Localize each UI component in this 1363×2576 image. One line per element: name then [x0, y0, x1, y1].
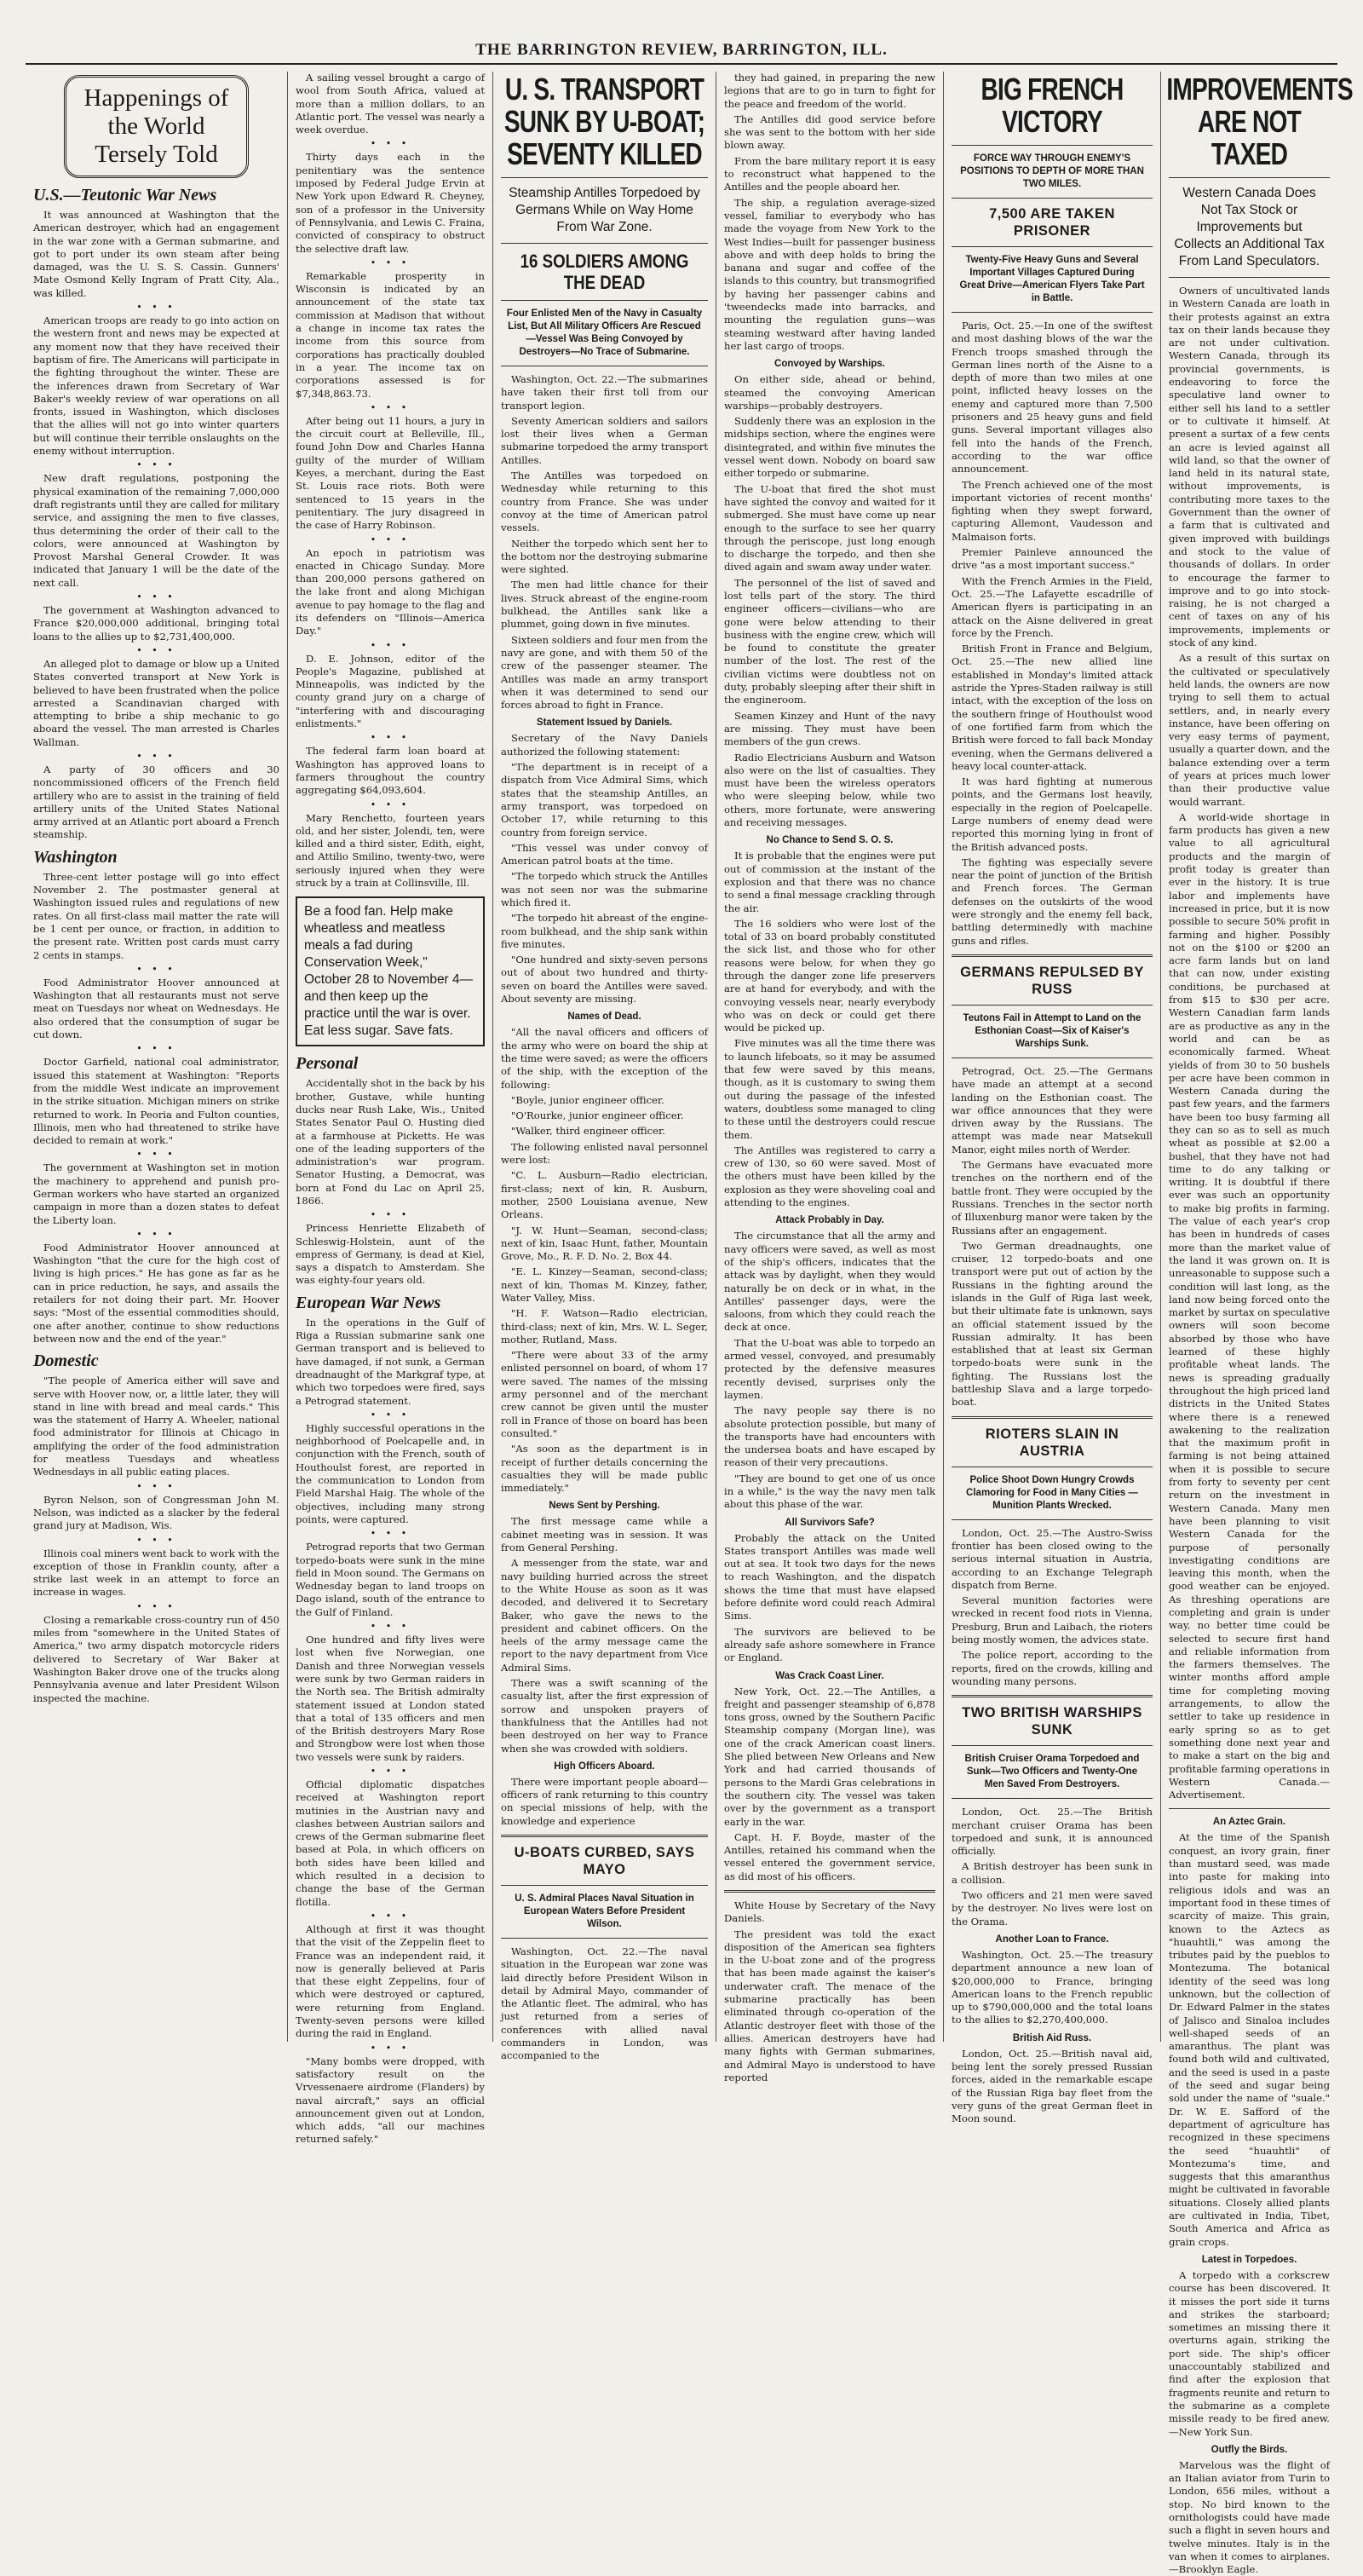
paragraph: "As soon as the department is in receipt of further details concerning the casualties they will be made public immediately."	[501, 1443, 708, 1495]
paragraph: The fighting was especially severe near the point of junction of the British and French forces. The German defenses on the outskirts of the wood were strongly and the enemy fell back, battling determinedly with machine guns and rifles.	[952, 856, 1153, 947]
subheading: No Chance to Send S. O. S.	[766, 835, 894, 846]
paragraph: The president was told the exact disposition of the American sea fighters in the U-boat zone and of the progress that has been made against the kaiser's underwater craft. The menace of the submarine practically has been eliminated through co-operation of the Atlantic destroyer fleet with those of the allies. American destroyers have had many fights with German submarines, and Admiral Mayo is understood to have reported	[724, 1928, 935, 2083]
divider	[501, 243, 708, 244]
divider	[501, 300, 708, 301]
paragraph: One hundred and fifty lives were lost when five Norwegian, one Danish and three Norwegian vessels were sunk by two German raiders in the North sea. The British admiralty statement issued at London stated that a total of 135 officers and men of the British destroyers Mary Rose and Strongbow were lost when those two vessels were sunk by raiders.	[296, 1634, 485, 1763]
separator: • • •	[370, 798, 411, 810]
separator: • • •	[136, 591, 176, 603]
subheading: British Aid Russ.	[1012, 2032, 1092, 2043]
paragraph: British Front in France and Belgium, Oct. 25.—The new allied line established in Monday's limited attack astride the Ypres-Staden railway is still intact, with the exception of the loss on the southern fringe of Houthoulst wood of one fortified farm from which the British were forced to fall back Monday evening, when the Germans delivered a heavy local counter-attack.	[952, 643, 1153, 772]
paragraph: Secretary of the Navy Daniels authorized the following statement:	[501, 732, 708, 758]
separator: • • •	[370, 1621, 411, 1633]
paragraph: In the operations in the Gulf of Riga a Russian submarine sank one German transport and is believed to have damaged, if not sunk, a German dreadnaught of the Markgraf type, at which two torpedoes were fired, says a Petrograd statement.	[296, 1316, 485, 1407]
paragraph: Paris, Oct. 25.—In one of the swiftest and most dashing blows of the war the French troops smashed through the German lines north of the Aisne to a depth of more than two miles at one point, inflicted heavy losses on the enemy and captured more than 7,500 prisoners and 25 heavy guns and field guns. Several important villages also fell into the hands of the French, according to the war office announcement.	[952, 320, 1153, 475]
separator: • • •	[136, 1600, 176, 1612]
paragraph: Petrograd, Oct. 25.—The Germans have made an attempt at a second landing on the Esthonian coast. The war office announces that they were driven away by the Russians. The attempt was made near Matsekull Manor, eight miles north of Werder.	[952, 1064, 1153, 1155]
section-heading-washington: Washington	[33, 847, 118, 867]
paragraph: As a result of this surtax on the cultivated or speculatively held lands, the owners are now trying to sell them to actual settlers, and, in nearly every instance, have been offering on very easy terms of payment, usually a quarter down, and the balance extending over a term of years at prices much lower than their productive value would warrant.	[1169, 652, 1330, 808]
divider	[501, 1885, 708, 1886]
paragraph: Two German dreadnaughts, one cruiser, 12 torpedo-boats and one transport were put out of action by the Russians in the fighting around the islands in the Gulf of Riga last week, but their ultimate fate is unknown, says an official statement issued by the Russian admiralty. It has been established that at least six German torpedo-boats were sunk in the fighting. The Russians lost the battleship Slava and a large torpedo-boat.	[952, 1239, 1153, 1409]
separator: • • •	[136, 1534, 176, 1546]
paragraph: Marvelous was the flight of an Italian aviator from Turin to London, 656 miles, without a stop. No bird known to the ornithologists could have made such a flight in seven hours and twelve minutes. Italy is in the van when it comes to airplanes.—Brooklyn Eagle.	[1169, 2458, 1330, 2576]
deck-british-warships: British Cruiser Orama Torpedoed and Sunk—Two Officers and Twenty-One Men Saved From Destroyers.	[964, 1754, 1140, 1790]
paragraph: The French achieved one of the most important victories of recent months' fighting when they swept forward, capturing Allemont, Vaudesson and Malmaison forts.	[952, 478, 1153, 543]
paragraph: D. E. Johnson, editor of the People's Magazine, published at Minneapolis, was indicted by the county grand jury on a charge of "interfering with and discouraging enlistments."	[296, 652, 485, 730]
paragraph: New draft regulations, postponing the physical examination of the remaining 7,000,000 draft registrants until they are called for military service, and assigning the men to five classes, thus determining the order of their call to the colors, were announced at Washington by Provost Marshal General Crowder. It was indicated that January 1 will be the date of the next call.	[33, 472, 279, 589]
divider	[501, 1938, 708, 1939]
headline-soldiers-dead: 16 SOLDIERS AMONG THE DEAD	[520, 251, 689, 293]
headline-prisoners: 7,500 ARE TAKEN PRISONER	[989, 206, 1115, 239]
paragraph: Official diplomatic dispatches received at Washington report mutinies in the Austrian navy and clashes between Austrian sailors and crews of the German submarine fleet based at Pola, in which officers on both sides have been killed and which resulted in a decision to change the base of the German flotilla.	[296, 1778, 485, 1908]
divider	[952, 1798, 1153, 1799]
paragraph: Thirty days each in the penitentiary was the sentence imposed by Federal Judge Ervin at New York upon Edward R. Cheyney, son of a professor in the University of Pennsylvania, and Lewis C. Fraina, convicted of conspiracy to obstruct the selective draft law.	[296, 151, 485, 255]
section-heading-european: European War News	[296, 1293, 441, 1312]
divider	[952, 1057, 1153, 1058]
paragraph: The government at Washington advanced to France $20,000,000 additional, bringing total loans to the allies up to $2,731,400,000.	[33, 604, 279, 643]
paragraph: Doctor Garfield, national coal administrator, issued this statement at Washington: "Reports from the middle West indicate an improvement in the strike situation. Michigan miners on strike returned to work. In Peoria and Fulton counties, Illinois, men who had threatened to strike have decided to remain at work."	[33, 1056, 279, 1147]
masthead: THE BARRINGTON REVIEW, BARRINGTON, ILL.	[26, 41, 1337, 65]
paragraph: There was a swift scanning of the casualty list, after the first expression of sorrow and unspoken prayers of thankfulness that the Antilles had not been destroyed on her way to France when she was crowded with soldiers.	[501, 1677, 708, 1755]
paragraph: The navy people say there is no absolute protection possible, but many of the transports have had encounters with the undersea boats and have escaped by reason of their very precautions.	[724, 1404, 935, 1469]
paragraph: It is probable that the engines were put out of commission at the instant of the explosion and that there was no chance to send a final message crackling through the air.	[724, 850, 935, 914]
paragraph: An epoch in patriotism was enacted in Chicago Sunday. More than 200,000 persons gathered on the lake front and along Michigan avenue to pay homage to the flag and its defenders on "Illinois—America Day."	[296, 546, 485, 637]
divider	[501, 1835, 708, 1837]
deck-prisoners: Twenty-Five Heavy Guns and Several Important Villages Captured During Great Drive—American Flyers Take Part in Battle.	[959, 255, 1145, 303]
separator: • • •	[136, 1228, 176, 1240]
subheading: An Aztec Grain.	[1212, 1817, 1286, 1828]
section-heading-us: U.S.—Teutonic War News	[33, 186, 217, 205]
divider	[952, 145, 1153, 146]
paragraph: The 16 soldiers who were lost of the total of 33 on board probably constituted the sick list, and those who for other reasons were below, for when they go through the danger zone life preservers are at hand for everybody, and with the convoying vessels near, nearly everybody who was on deck or could get there would be picked up.	[724, 917, 935, 1034]
paragraph: Seventy American soldiers and sailors lost their lives when a German submarine torpedoed the army transport Antilles.	[501, 414, 708, 466]
headline-british-warships: TWO BRITISH WARSHIPS SUNK	[962, 1705, 1142, 1738]
deck-rioters-slain: Police Shoot Down Hungry Crowds Clamoring for Food in Many Cities —Munition Plants Wrecked.	[966, 1474, 1138, 1511]
divider	[952, 1005, 1153, 1006]
paragraph: Food Administrator Hoover announced at Washington "that the cure for the high cost of living is high prices." He has gone as far as he can in price reduction, he says, and assails the retailers for not doing their part. Mr. Hoover says: "Most of the essential commodities should, one after another, continue to show reductions between now and the end of the year."	[33, 1241, 279, 1345]
column-2	[288, 72, 493, 2146]
paragraph: Seamen Kinzey and Hunt of the navy are missing. They must have been members of the gun crews.	[724, 709, 935, 748]
paragraph: The Antilles did good service before she was sent to the bottom with her side blown away.	[724, 112, 935, 152]
subheading: All Survivors Safe?	[785, 1517, 875, 1528]
column-6	[1161, 72, 1353, 2576]
subheading: Attack Probably in Day.	[775, 1215, 884, 1226]
paragraph: The circumstance that all the army and navy officers were saved, as well as most of the ship's officers, indicates that the attack was by daylight, when they would naturally be on deck or in what, in the Antilles' passenger days, were the saloons, from which they could reach the deck at once.	[724, 1230, 935, 1334]
paragraph: Washington, Oct. 22.—The submarines have taken their first toll from our transport legion.	[501, 373, 708, 412]
paragraph: On either side, ahead or behind, steamed the convoying American warships—probably destroyers.	[724, 373, 935, 412]
paragraph: White House by Secretary of the Navy Daniels.	[724, 1899, 935, 1925]
subheading: Another Loan to France.	[995, 1933, 1109, 1945]
paragraph: London, Oct. 25.—The British merchant cruiser Orama has been torpedoed and sunk, it is announced officially.	[952, 1806, 1153, 1858]
paragraph: Food Administrator Hoover announced at Washington that all restaurants must not serve meat on Tuesdays nor wheat on Wednesdays. He also ordered that the consumption of sugar be cut down.	[33, 976, 279, 1041]
subheading: News Sent by Pershing.	[549, 1501, 660, 1512]
column-5	[944, 72, 1161, 2125]
paragraph: Remarkable prosperity in Wisconsin is indicated by an announcement of the state tax commission at Madison that without a change in income tax rates the income from this source from corporations has practically doubled in a year. The income tax on corporations assessed is for $7,348,863.73.	[296, 269, 485, 400]
subheading: High Officers Aboard.	[554, 1761, 655, 1772]
paragraph: Three-cent letter postage will go into effect November 2. The postmaster general at Washington issued rules and regulations of new rates. On all first-class mail matter the rate will be 1 cent per ounce, or fraction, in addition to the present rate. Written post cards must carry 2 cents in stamps.	[33, 870, 279, 961]
deck-germans-repulsed: Teutons Fail in Attempt to Land on the Esthonian Coast—Six of Kaiser's Warships Sunk.	[963, 1012, 1142, 1049]
separator: • • •	[136, 963, 176, 975]
paragraph: The ship, a regulation average-sized vessel, familiar to everybody who has made the voyage from New York to the West Indies—built for passenger business above and with deep holds to bring the banana and sugar and coffee of the islands to this country, but transmogrified by having her passenger cabins and 'tweendecks made into barracks, and mounting the regulation guns—was steaming westward after having landed her last cargo of troops.	[724, 196, 935, 352]
divider	[952, 1695, 1153, 1697]
paragraph: A party of 30 officers and 30 noncommissioned officers of the French field artillery who are to assist in the training of field artillery units of the United States National army arrived at an Atlantic port aboard a French steamship.	[33, 763, 279, 841]
paragraph: The Antilles was torpedoed on Wednesday while returning to this country from France. She was under convoy at the time of American patrol vessels.	[501, 470, 708, 534]
paragraph: American troops are ready to go into action on the western front and news may be expected at any moment now that they have received their baptism of fire. The Americans will participate in the fighting throughout the winter. These are the inferences drawn from Secretary of War Baker's weekly review of war operations on all fronts, issued in Washington, which discloses that the allies will not go into winter quarters but will continue their terrible onslaughts on the enemy without interruption.	[33, 314, 279, 458]
headline-improvements: IMPROVEMENTS ARE NOT TAXED	[1166, 72, 1353, 171]
paragraph: Mary Renchetto, fourteen years old, and her sister, Jolendi, ten, were killed and a third sister, Edith, eight, and Attilio Smilino, twenty-two, were seriously injured when they were struck by a train at Collinsville, Ill.	[296, 811, 485, 890]
paragraph: "C. L. Ausburn—Radio electrician, first-class; next of kin, R. Ausburn, mother, 2500 Louisiana avenue, New Orleans.	[501, 1169, 708, 1221]
paragraph: An alleged plot to damage or blow up a United States converted transport at New York is believed to have been frustrated when the police arrested a Scandinavian charged with attempting to bribe a ship mechanic to go aboard the vessel. The man arrested is Charles Wallman.	[33, 657, 279, 748]
paragraph: "They are bound to get one of us once in a while," is the way the navy men talk about this phase of the war.	[724, 1472, 935, 1511]
paragraph: Closing a remarkable cross-country run of 450 miles from "somewhere in the United States of America," two army dispatch motorcycle riders delivered to Secretary of War Baker at Washington Baker drove one of the trucks along Pennsylvania avenue and later President Wilson inspected the machine.	[33, 1613, 279, 1704]
paragraph: The first message came while a cabinet meeting was in session. It was from General Pershing.	[501, 1515, 708, 1554]
paragraph: Suddenly there was an explosion in the midships section, where the engines were disintegrated, and within five minutes the vessel went down. Nobody on board saw either torpedo or submarine.	[724, 415, 935, 480]
paragraph: Washington, Oct. 22.—The naval situation in the European war zone was laid directly before President Wilson in detail by Admiral Mayo, commander of the Atlantic fleet. The admiral, who has just returned from a series of conferences with allied naval commanders in London, was accompanied to the	[501, 1945, 708, 2062]
paragraph: There were important people aboard—officers of rank returning to this country on special missions of help, with the knowledge and experience	[501, 1775, 708, 1827]
headline-transport: U. S. TRANSPORT SUNK BY U-BOAT; SEVENTY KILLED	[503, 72, 705, 171]
paragraph: Although at first it was thought that the visit of the Zeppelin fleet to France was an independent raid, it now is generally believed at Paris that these eight Zeppelins, four of which were destroyed or captured, were returning from England. Twenty-seven persons were killed during the raid in England.	[296, 1922, 485, 2040]
paragraph: "One hundred and sixty-seven persons out of about two hundred and thirty-seven on board the Antilles were saved. About seventy are missing.	[501, 954, 708, 1006]
divider	[1169, 1808, 1330, 1809]
divider	[952, 1416, 1153, 1419]
separator: • • •	[370, 138, 411, 150]
column-1	[26, 72, 288, 2042]
section-heading-domestic: Domestic	[33, 1351, 99, 1371]
separator: • • •	[370, 2042, 411, 2054]
headline-germans-repulsed: GERMANS REPULSED BY RUSS	[960, 964, 1144, 997]
paragraph: A sailing vessel brought a cargo of wool from South Africa, valued at more than a million dollars, to an Atlantic port. The vessel was nearly a week overdue.	[296, 72, 485, 136]
separator: • • •	[370, 1910, 411, 1922]
paragraph: A British destroyer has been sunk in a collision.	[952, 1860, 1153, 1886]
section-heading-personal: Personal	[296, 1054, 359, 1074]
separator: • • •	[136, 302, 176, 314]
paragraph: Illinois coal miners went back to work with the exception of those in Franklin county, after a strike last week in an attempt to force an increase in wages.	[33, 1547, 279, 1599]
paragraph: "O'Rourke, junior engineer officer.	[511, 1109, 684, 1122]
separator: • • •	[136, 750, 176, 762]
paragraph: "The people of America either will save and serve with Hoover now, or, a little later, they will stand in line with bread and meal cards." This was the statement of Harry A. Wheeler, national food administrator for Illinois at Chicago in amplifying the order of the food administration for meatless Tuesdays and wheatless Wednesdays in all public eating places.	[33, 1374, 279, 1478]
paragraph: It was hard fighting at numerous points, and the Germans lost heavily, especially in the region of Poelcapelle. Large numbers of enemy dead were reported this morning lying in front of the British advanced posts.	[952, 775, 1153, 853]
column-3	[493, 72, 716, 2062]
divider	[1169, 177, 1330, 178]
deck-transport: Steamship Antilles Torpedoed by Germans While on Way Home From War Zone.	[509, 186, 700, 234]
paragraph: A torpedo with a corkscrew course has been discovered. It it misses the port side it turns and strikes the starboard; sometimes an missing there it overturns again, striking the port side. The ship's officer unaccountably stabilized and find after the explosion that fragments reunite and return to the submarine as a complete missile ready to be fired anew.—New York Sun.	[1169, 2268, 1330, 2438]
paragraph: "The torpedo which struck the Antilles was not seen nor was the submarine which fired it.	[501, 870, 708, 908]
subheading: Names of Dead.	[567, 1011, 641, 1023]
paragraph: Owners of uncultivated lands in Western Canada are loath in their protests against an extra tax on their lands because they are not under cultivation. Western Canada, through its provincial governments, is endeavoring to force the speculative land owner to either sell his land to a settler or to cultivate it himself. At present a surtax of a few cents an acre is levied against all wild land, so that the owner of land held in its natural state, without improvements, is contributing more taxes to the Government than the owner of a farm that is cultivated and given improved with buildings and stock to the value of thousands of dollars. In order to encourage the farmer to improve and to go into stock-raising, he is not charged a cent of taxes on any of his improvements, implements or stock of any kind.	[1169, 285, 1330, 649]
paragraph: That the U-boat was able to torpedo an armed vessel, convoyed, and presumably protected by the defensive measures recently devised, surprises only the laymen.	[724, 1336, 935, 1401]
separator: • • •	[136, 1043, 176, 1055]
separator: • • •	[370, 732, 411, 744]
divider	[1169, 277, 1330, 278]
paragraph: "The department is in receipt of a dispatch from Vice Admiral Sims, which states that the steamship Antilles, an army transport, was torpedoed on October 17, while returning to this country from foreign service.	[501, 761, 708, 838]
divider	[952, 954, 1153, 957]
paragraph: Probably the attack on the United States transport Antilles was made well out at sea. It took two days for the news to reach Washington, and the dispatch shows the time that must have elapsed before definite word could reach Admiral Sims.	[724, 1531, 935, 1622]
paragraph: "H. F. Watson—Radio electrician, third-class; next of kin, Mrs. W. L. Seger, mother, Rutland, Mass.	[501, 1307, 708, 1346]
paragraph: The Germans have evacuated more trenches on the northern end of the battle front. They were occupied by the Russians. Trenches in the sector north of Illuxenburg manor were taken by the Russians after an engagement.	[952, 1159, 1153, 1236]
paragraph: Capt. H. F. Boyde, master of the Antilles, retained his command when the vessel entered the government service, as did most of his officers.	[724, 1830, 935, 1882]
box-title: Happenings of the World Tersely Told	[64, 75, 249, 178]
paragraph: The personnel of the list of saved and lost tells part of the story. The third engineer officers—civilians—who are gone were below attending to their business with the engine crew, which will be found to constitute the greater number of the lost. The rest of the civilian victims were doubtless not on duty, probably sleeping after their shift in the engineroom.	[724, 576, 935, 706]
separator: • • •	[370, 401, 411, 413]
column-4	[716, 72, 944, 2083]
paragraph: Five minutes was all the time there was to launch lifeboats, so it may be assumed that few were saved by this means, though, as it is customary to swing them out during the passage of the infested waters, doubtless some managed to cling to these until the destroyers could rescue them.	[724, 1037, 935, 1141]
paragraph: Byron Nelson, son of Congressman John M. Nelson, was indicted as a slacker by the federal grand jury at Madison, Wis.	[33, 1493, 279, 1532]
paragraph: "J. W. Hunt—Seaman, second-class; next of kin, Isaac Hunt, father, Mountain Grove, Mo., R. F. D. No. 2, Box 44.	[501, 1224, 708, 1263]
divider	[952, 312, 1153, 313]
paragraph: Radio Electricians Ausburn and Watson also were on the list of casualties. They must have been the wireless operators who were sleeping below, while two others, more fortunate, were answering and receiving messages.	[724, 751, 935, 829]
paragraph: The police report, according to the reports, fired on the crowds, killing and wounding many persons.	[952, 1649, 1153, 1687]
subheading: Latest in Torpedoes.	[1201, 2254, 1297, 2265]
separator: • • •	[370, 533, 411, 545]
deck-uboats-curbed: U. S. Admiral Places Naval Situation in European Waters Before President Wilson.	[515, 1893, 694, 1929]
separator: • • •	[136, 459, 176, 471]
paragraph: "Boyle, junior engineer officer.	[511, 1093, 664, 1106]
paragraph: A messenger from the state, war and navy building hurried across the street to the White House as soon as it was decoded, and delivered it to Secretary Baker, who gave the news to the president and cabinet officers. On the heels of the army message came the report to the navy department from Vice Admiral Sims.	[501, 1557, 708, 1674]
paragraph: The U-boat that fired the shot must have sighted the convoy and waited for it submerged. She must have come up near enough to the surface to see her quarry through the periscope, just long enough to discharge the torpedo, and then she dived again and swam away under water.	[724, 482, 935, 573]
paragraph: Several munition factories were wrecked in recent food riots in Vienna, Presburg, Brun and Laibach, the rioters being mostly women, the advices state.	[952, 1594, 1153, 1646]
columns	[26, 72, 1353, 2576]
conservation-notice-box: Be a food fan. Help make wheatless and meatless meals a fad during Conservation Week," October 28 to November 4—and then keep up the practice until the war is over. Eat less sugar. Save fats.	[296, 896, 485, 1046]
paragraph: Princess Henriette Elizabeth of Schleswig-Holstein, aunt of the empress of Germany, is dead at Kiel, says a dispatch to Amsterdam. She was eighty-four years old.	[296, 1222, 485, 1287]
paragraph: From the bare military report it is easy to reconstruct what happened to the Antilles and the people aboard her.	[724, 154, 935, 193]
paragraph: "Many bombs were dropped, with satisfactory result on the Vrvessenaere airdrome (Flanders) by naval aircraft," says an official announcement given out at London, which adds, "all our machines returned safely."	[296, 2054, 485, 2146]
paragraph: "This vessel was under convoy of American patrol boats at the time.	[501, 841, 708, 867]
divider	[952, 246, 1153, 247]
paragraph: "The torpedo hit abreast of the engine-room bulkhead, and the ship sank within five minutes.	[501, 912, 708, 950]
separator: • • •	[370, 1528, 411, 1540]
subheading: Statement Issued by Daniels.	[536, 717, 673, 729]
subheading: Was Crack Coast Liner.	[775, 1670, 884, 1681]
paragraph: The survivors are believed to be already safe ashore somewhere in France or England.	[724, 1625, 935, 1664]
paragraph: The men had little chance for their lives. Struck abreast of the engine-room bulkhead, the Antilles sank like a plummet, going down in five minutes.	[501, 579, 708, 631]
paragraph: Washington, Oct. 25.—The treasury department announce a new loan of $20,000,000 to France, bringing American loans to the French republic up to $790,000,000 and the total loans to the allies to $2,270,400,000.	[952, 1948, 1153, 2026]
paragraph: Accidentally shot in the back by his brother, Gustave, while hunting ducks near Rush Lake, Wis., United States Senator Paul O. Husting died at a farmhouse at Picketts. He was one of the leading supporters of the administration's war program. Senator Husting, a Democrat, was born at Fond du Lac on April 25, 1866.	[296, 1077, 485, 1207]
deck-soldiers-dead: Four Enlisted Men of the Navy in Casualty List, But All Military Officers Are Rescued—Vessel Was Being Convoyed by Destroyers—No Trace of Submarine.	[506, 308, 703, 357]
headline-french-victory: BIG FRENCH VICTORY	[981, 72, 1124, 139]
paragraph: London, Oct. 25.—The Austro-Swiss frontier has been closed owing to the serious internal situation in Austria, according to an Exchange Telegraph dispatch from Berne.	[952, 1526, 1153, 1591]
paragraph: Sixteen soldiers and four men from the navy are gone, and with them 50 of the crew of the passenger steamer. The Antilles was made an army transport when it was determined to send our forces abroad to fight in France.	[501, 633, 708, 712]
divider	[724, 1890, 935, 1893]
paragraph: "There were about 33 of the army enlisted personnel on board, of whom 17 were saved. The names of the missing army personnel and of the merchant crew cannot be given until the muster roll in France of those on board has been consulted."	[501, 1349, 708, 1439]
subheading: Outfly the Birds.	[1211, 2444, 1288, 2455]
subheading: Convoyed by Warships.	[774, 359, 885, 370]
separator: • • •	[136, 1480, 176, 1492]
paragraph: The federal farm loan board at Washington has approved loans to farmers throughout the country aggregating $64,093,604.	[296, 745, 485, 797]
paragraph: The following enlisted naval personnel were lost:	[501, 1140, 708, 1167]
separator: • • •	[370, 1409, 411, 1421]
paragraph: New York, Oct. 22.—The Antilles, a freight and passenger steamship of 6,878 tons gross, owned by the Southern Pacific Steamship company (Morgan line), was one of the crack American coast liners. She plied between New Orleans and New York and had carried thousands of persons to the Mardi Gras celebrations in the southern city. The vessel was taken over by the government as a transport early in the war.	[724, 1685, 935, 1828]
paragraph: Two officers and 21 men were saved by the destroyer. No lives were lost on the Orama.	[952, 1889, 1153, 1928]
separator: • • •	[136, 1149, 176, 1161]
paragraph: Highly successful operations in the neighborhood of Poelcapelle and, in conjunction with the French, south of Houthoulst forest, are reported in the communication to London from Field Marshal Haig. The whole of the objectives, including many strong points, were captured.	[296, 1421, 485, 1525]
paragraph: Petrograd reports that two German torpedo-boats were sunk in the mine field in Moon sound. The Germans on Wednesday began to land troops on Dago island, south of the entrance to the Gulf of Finland.	[296, 1541, 485, 1618]
separator: • • •	[370, 1209, 411, 1221]
deck-french-victory: FORCE WAY THROUGH ENEMY'S POSITIONS TO DEPTH OF MORE THAN TWO MILES.	[960, 153, 1144, 189]
paragraph: At the time of the Spanish conquest, an ivory grain, finer than mustard seed, was made into paste for making into religious idols and was an important food in these times of scarcity of maize. This grain, known to the Aztecs as "huauhtli," was among the tributes paid by the pueblos to Montezuma. The botanical identity of the seed was long unknown, but the collection of Dr. Edward Palmer in the states of Jalisco and Sinaloa includes well-shaped seeds of an amaranthus. The plant was found both wild and cultivated, and the seed is used in a paste of the seed and sugar being sold under the name of "suale." Dr. W. E. Safford of the department of agriculture has recognized in these specimens the seed "huauhtli" of Montezuma's time, and suggests that this amaranthus might be cultivated in favorable situations. Closely allied plants are cultivated in India, Tibet, South America and Africa as grain crops.	[1169, 1831, 1330, 2248]
paragraph: Neither the torpedo which sent her to the bottom nor the destroying submarine were sighted.	[501, 537, 708, 576]
paragraph: Premier Painleve announced the drive "as a most important success."	[952, 546, 1153, 572]
separator: • • •	[370, 639, 411, 651]
paragraph: The Antilles was registered to carry a crew of 130, so 60 were saved. Most of the others must have been killed by the explosion as they were shoveling coal and attending to the engines.	[724, 1144, 935, 1209]
paragraph: "All the naval officers and officers of the army who were on board the ship at the time were saved; as were the officers of the ship, with the exception of the following:	[501, 1026, 708, 1091]
paragraph: "Walker, third engineer officer.	[511, 1125, 665, 1138]
paragraph: London, Oct. 25.—British naval aid, being lent the sorely pressed Russian forces, aided in the remarkable escape of the Russian Riga bay fleet from the very guns of the great German fleet in Moon sound.	[952, 2047, 1153, 2125]
divider	[952, 1745, 1153, 1746]
paragraph: A world-wide shortage in farm products has given a new value to all agricultural products and the margin of profit today is greater than ever in the history. It is true labor and implements have increased in price, but it is now possible to secure 50% profit in farming and higher. Possibly not on the $100 or $200 an acre farm lands but on land that can now, under existing conditions, be purchased at from $15 to $30 per acre. Western Canadian farm lands are as productive as any in the world and can be as economically farmed. Wheat yields of from 30 to 50 bushels per acre have been common in Western Canada during the past few years, and the farmers have been too busy farming all they can so as to sell as much wheat as possible at $2.00 a bushel, that they have not had time to do any talking or writing. It is doubtful if there ever was such an opportunity to make big profits in farming. The value of each year's crop has been in hundreds of cases more than the market value of the land it was grown on. It is unreasonable to suppose such a condition will last long, as the land now being forced onto the market by surtax on speculative owners will soon become absorbed by those who have learned of these highly profitable wheat lands. The news is spreading gradually throughout the high priced land districts in the United States where there is a renewed awakening to the realization that the maximum profit in farming is not being attained when it is possible to secure from forty to seventy per cent return on the investment in Western Canada. Many men have been planning to visit Western Canada for the purpose of personally investigating conditions are leaving this month, when the good weather can be enjoyed. As threshing operations are completing and grain is under way, no better time could be selected to secure first hand and reliable information from the farmers themselves. The winter months afford ample time for completing moving arrangements, to allow the settler to take up residence in early spring so as to get something done next year and to make a start on the big and profitable farming operations in Western Canada.—Advertisement.	[1169, 810, 1330, 1801]
separator: • • •	[136, 644, 176, 656]
paragraph: It was announced at Washington that the American destroyer, which had an engagement in the war zone with a German submarine, and got to port under its own steam after being damaged, was the U. S. S. Cassin. Gunners' Mate Osmond Kelly Ingram of Pratt City, Ala., was killed.	[33, 209, 279, 299]
divider	[952, 198, 1153, 199]
deck-improvements: Western Canada Does Not Tax Stock or Improvements but Collects an Additional Tax From Land Speculators.	[1174, 186, 1325, 268]
paragraph: they had gained, in preparing the new legions that are to go in turn to fight for the peace and freedom of the world.	[724, 72, 935, 110]
divider	[952, 1519, 1153, 1520]
headline-uboats-curbed: U-BOATS CURBED, SAYS MAYO	[514, 1844, 695, 1877]
paragraph: "E. L. Kinzey—Seaman, second-class; next of kin, Thomas M. Kinzey, father, Water Valley, Miss.	[501, 1265, 708, 1304]
headline-rioters-slain: RIOTERS SLAIN IN AUSTRIA	[985, 1426, 1119, 1459]
divider	[501, 177, 708, 178]
separator: • • •	[370, 1765, 411, 1777]
separator: • • •	[370, 256, 411, 268]
paragraph: With the French Armies in the Field, Oct. 25.—The Lafayette escadrille of American flyers is participating in an attack on the Aisne delivered in great force by the French.	[952, 574, 1153, 639]
paragraph: After being out 11 hours, a jury in the circuit court at Belleville, Ill., found John Dow and Charles Hanna guilty of the murder of William Keyes, a merchant, during the East St. Louis race riots. Both were sentenced to 15 years in the penitentiary. The jury disagreed in the case of Harry Robinson.	[296, 414, 485, 532]
paragraph: The government at Washington set in motion the machinery to apprehend and punish pro-German workers who have started an organized campaign in more than a dozen states to defeat the Liberty loan.	[33, 1161, 279, 1226]
